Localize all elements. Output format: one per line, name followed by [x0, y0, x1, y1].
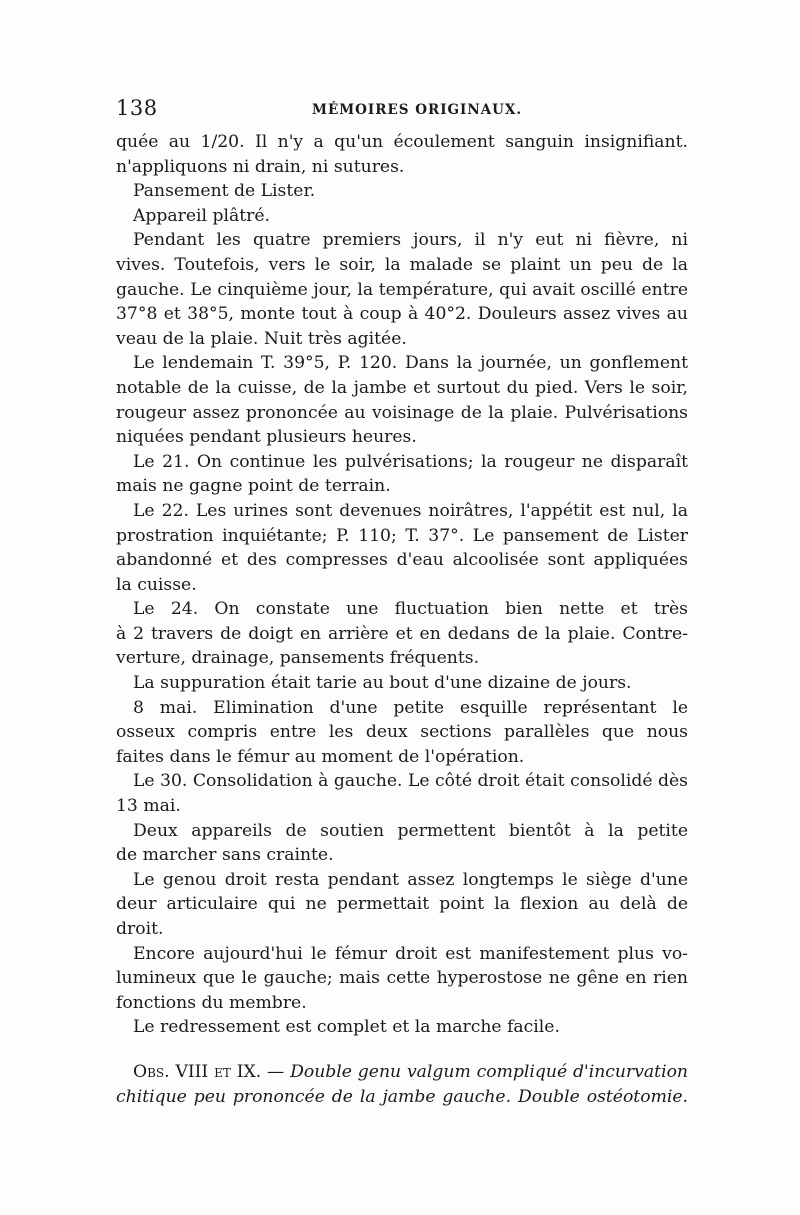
text-line: Pansement de Lister. [133, 181, 316, 202]
text-line: Deux appareils de soutien permettent bientôt à la petite [133, 820, 688, 841]
text-line: abandonné et des compresses d'eau alcoolisée sont appliquées [116, 550, 688, 571]
text-line: veau de la plaie. Nuit très agitée. [116, 328, 407, 349]
text-line: Pendant les quatre premiers jours, il n'y eut ni fièvre, ni [133, 230, 688, 251]
text-line: 13 mai. [116, 796, 181, 817]
text-line: faites dans le fémur au moment de l'opération. [116, 746, 525, 767]
text-line: la cuisse. [116, 574, 197, 595]
text-line: 8 mai. Elimination d'une petite esquille représentant le [133, 697, 688, 718]
text-line: Le 24. On constate une fluctuation bien nette et très [133, 599, 688, 620]
observation-heading-line-2: chitique peu prononcée de la jambe gauche. Double ostéotomie. [116, 1086, 688, 1107]
text-line: fonctions du membre. [116, 992, 307, 1013]
observation-dash: — [261, 1061, 291, 1082]
text-line: deur articulaire qui ne permettait point la flexion au delà de [116, 894, 688, 915]
text-line: Appareil plâtré. [133, 205, 271, 226]
text-line: Le 21. On continue les pulvérisations; la rougeur ne disparaît [133, 451, 688, 472]
paragraph-gap [116, 1040, 688, 1060]
observation-heading-line-1 [116, 1060, 688, 1085]
text-line: n'appliquons ni drain, ni sutures. [116, 156, 405, 177]
text-line: prostration inquiétante; P. 110; T. 37°. Le pansement de Lister [116, 525, 688, 546]
text-line: lumineux que le gauche; mais cette hyperostose ne gêne en rien [116, 968, 688, 989]
observation-title-1: Double genu valgum compliqué d'incurvation [290, 1061, 688, 1082]
text-line: La suppuration était tarie au bout d'une dizaine de jours. [133, 673, 632, 694]
text-line: Encore aujourd'hui le fémur droit est manifestement plus vo- [133, 943, 688, 964]
text-line: de marcher sans crainte. [116, 845, 334, 866]
text-line: niquées pendant plusieurs heures. [116, 427, 417, 448]
text-line: gauche. Le cinquième jour, la température, qui avait oscillé entre [116, 279, 688, 300]
page-number: 138 [116, 96, 158, 120]
text-line: Le 22. Les urines sont devenues noirâtres, l'appétit est nul, la [133, 500, 688, 521]
text-line: Le 30. Consolidation à gauche. Le côté droit était consolidé dès [133, 771, 688, 792]
text-line: Le lendemain T. 39°5, P. 120. Dans la journée, un gonflement [133, 353, 688, 374]
text-line: vives. Toutefois, vers le soir, la malade se plaint un peu de la [116, 254, 688, 275]
text-line: rougeur assez prononcée au voisinage de la plaie. Pulvérisations [116, 402, 688, 423]
text-line: osseux compris entre les deux sections parallèles que nous [116, 722, 688, 743]
text-line: droit. [116, 919, 164, 939]
running-title: MÉMOIRES ORIGINAUX. [312, 102, 523, 118]
text-line: Le genou droit resta pendant assez longtemps le siège d'une [133, 869, 688, 890]
text-line: à 2 travers de doigt en arrière et en dedans de la plaie. Contre- [116, 623, 688, 644]
body-text [116, 130, 688, 1109]
text-line: notable de la cuisse, de la jambe et surtout du pied. Vers le soir, [116, 377, 688, 398]
text-line: quée au 1/20. Il n'y a qu'un écoulement sanguin insignifiant. [116, 132, 688, 152]
text-line: verture, drainage, pansements fréquents. [116, 648, 480, 669]
observation-label: Obs. VIII et IX. [133, 1061, 262, 1082]
page-header [116, 96, 688, 126]
text-line: Le redressement est complet et la marche facile. [133, 1017, 560, 1038]
text-line: mais ne gagne point de terrain. [116, 476, 391, 497]
text-line: 37°8 et 38°5, monte tout à coup à 40°2. Douleurs assez vives au [116, 304, 688, 325]
